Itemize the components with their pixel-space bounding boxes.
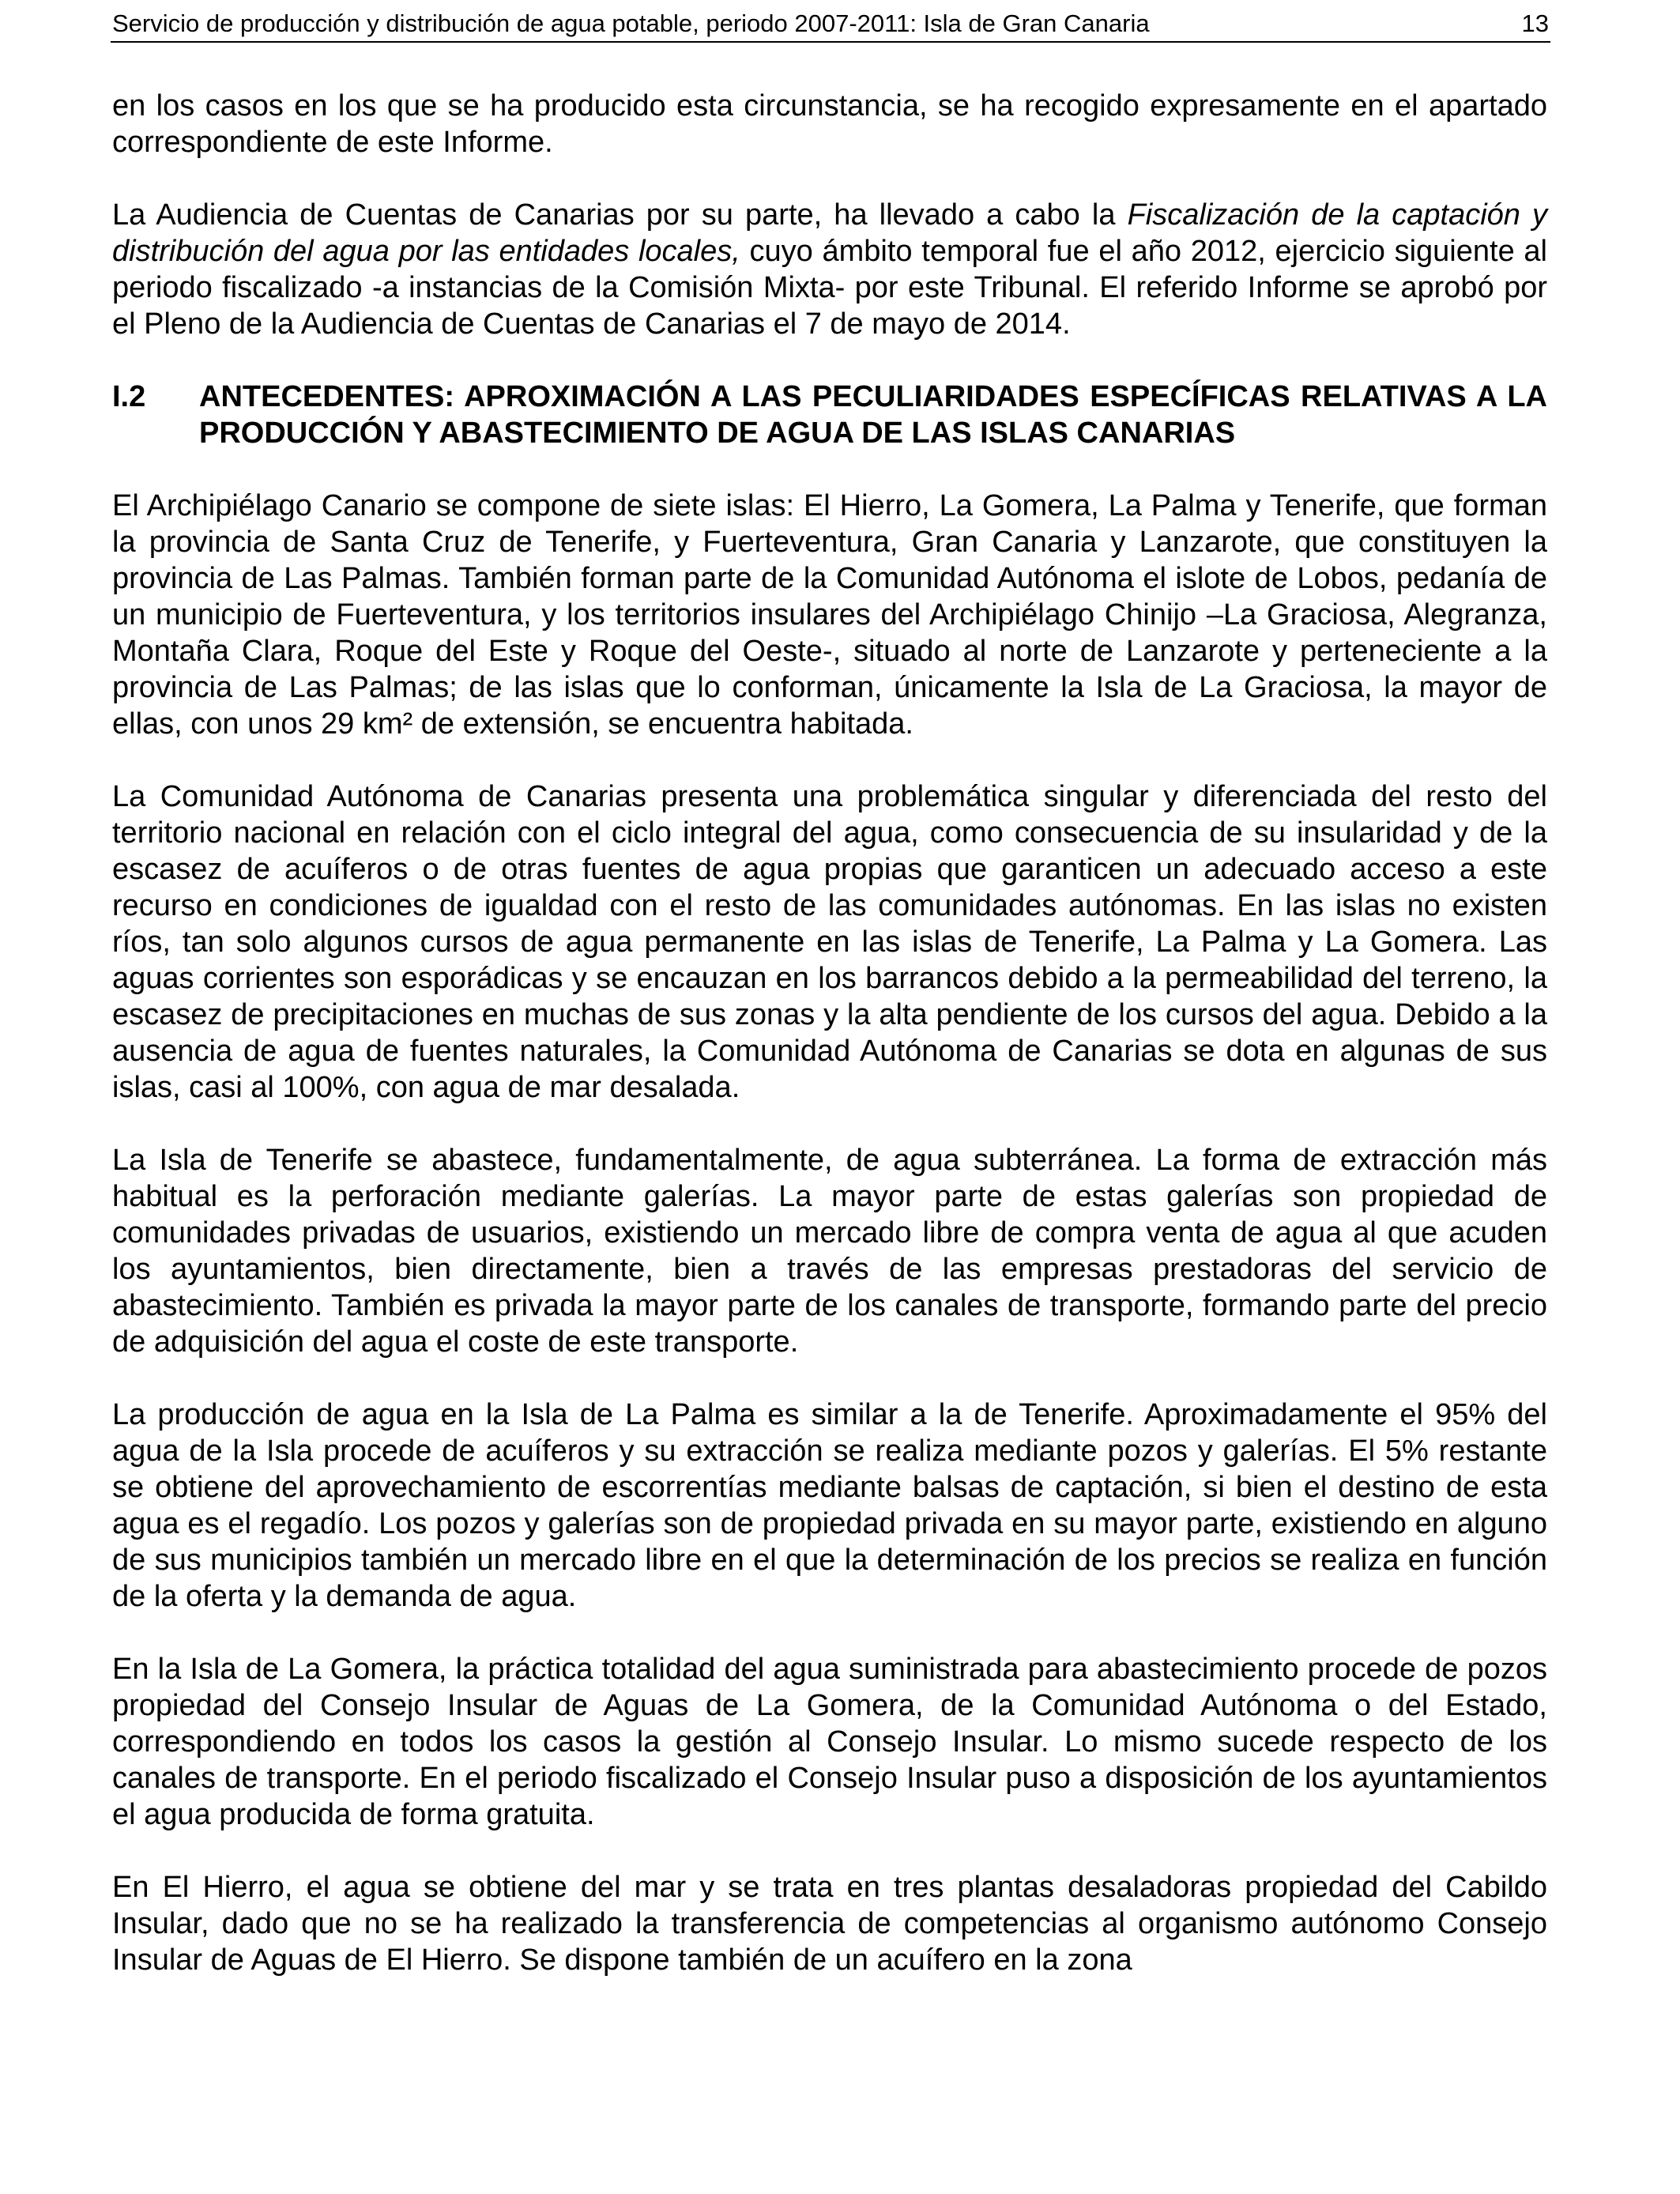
paragraph-tenerife: La Isla de Tenerife se abastece, fundamentalmente, de agua subterránea. La forma de extracción más habitual es la perforación mediante galerías. La mayor parte de estas galerías son propiedad de comunidades privadas de usuarios, existiendo un mercado libre de compra venta de agua al que acuden los ayuntamientos, bien directamente, bien a través de las empresas prestadoras del servicio de abastecimiento. También es privada la mayor parte de los canales de transporte, formando parte del precio de adquisición del agua el coste de este transporte. — [112, 1144, 1547, 1359]
page-number: 13 — [1521, 9, 1549, 37]
paragraph-audiencia-rest: cuyo ámbito temporal fue el año 2012, ejercicio siguiente al periodo fiscalizado -a instancias de la Comisión Mixta- por este Tribunal. El referido Informe se aprobó por el Pleno de la Audiencia de Cuentas de Canarias el 7 de mayo de 2014. — [112, 235, 1547, 341]
header-title: Servicio de producción y distribución de agua potable, periodo 2007-2011: Isla de Gran Canaria — [112, 9, 1150, 37]
section-title: ANTECEDENTES: APROXIMACIÓN A LAS PECULIARIDADES ESPECÍFICAS RELATIVAS A LA PRODUCCIÓN Y ABASTECIMIENTO DE AGUA DE LAS ISLAS CANARIAS — [199, 380, 1547, 450]
running-header — [111, 6, 1550, 43]
paragraph-audiencia-cuentas — [112, 197, 1547, 342]
paragraph-problematica: La Comunidad Autónoma de Canarias presenta una problemática singular y diferenciada del resto del territorio nacional en relación con el ciclo integral del agua, como consecuencia de su insularidad y de la escasez de acuíferos o de otras fuentes de agua propias que garanticen un adecuado acceso a este recurso en condiciones de igualdad con el resto de las comunidades autónomas. En las islas no existen ríos, tan solo algunos cursos de agua permanente en las islas de Tenerife, La Palma y La Gomera. Las aguas corrientes son esporádicas y se encauzan en los barrancos debido a la permeabilidad del terreno, la escasez de precipitaciones en muchas de sus zonas y la alta pendiente de los cursos del agua. Debido a la ausencia de agua de fuentes naturales, la Comunidad Autónoma de Canarias se dota en algunas de sus islas, casi al 100%, con agua de mar desalada. — [112, 780, 1547, 1104]
paragraph-archipielago: El Archipiélago Canario se compone de siete islas: El Hierro, La Gomera, La Palma y Tenerife, que forman la provincia de Santa Cruz de Tenerife, y Fuerteventura, Gran Canaria y Lanzarote, que constituyen la provincia de Las Palmas. También forman parte de la Comunidad Autónoma el islote de Lobos, pedanía de un municipio de Fuerteventura, y los territorios insulares del Archipiélago Chinijo –La Graciosa, Alegranza, Montaña Clara, Roque del Este y Roque del Oeste-, situado al norte de Lanzarote y perteneciente a la provincia de Las Palmas; de las islas que lo conforman, únicamente la Isla de La Graciosa, la mayor de ellas, con unos 29 km² de extensión, se encuentra habitada. — [112, 489, 1547, 741]
body-text — [112, 88, 1547, 1978]
section-number: I.2 — [112, 380, 146, 413]
paragraph-la-palma: La producción de agua en la Isla de La Palma es similar a la de Tenerife. Aproximadamente el 95% del agua de la Isla procede de acuíferos y su extracción se realiza mediante pozos y galerías. El 5% restante se obtiene del aprovechamiento de escorrentías mediante balsas de captación, si bien el destino de esta agua es el regadío. Los pozos y galerías son de propiedad privada en su mayor parte, existiendo en alguno de sus municipios también un mercado libre en el que la determinación de los precios se realiza en función de la oferta y la demanda de agua. — [112, 1398, 1547, 1613]
section-heading — [112, 379, 1547, 451]
paragraph-el-hierro: En El Hierro, el agua se obtiene del mar y se trata en tres plantas desaladoras propiedad del Cabildo Insular, dado que no se ha realizado la transferencia de competencias al organismo autónomo Consejo Insular de Aguas de El Hierro. Se dispone también de un acuífero en la zona — [112, 1871, 1547, 1977]
report-title-italic: Fiscalización de la captación y distribución del agua por las entidades locales, — [112, 198, 1548, 268]
paragraph-continuation: en los casos en los que se ha producido esta circunstancia, se ha recogido expresamente en el apartado correspondiente de este Informe. — [112, 89, 1547, 159]
paragraph-la-gomera: En la Isla de La Gomera, la práctica totalidad del agua suministrada para abastecimiento procede de pozos propiedad del Consejo Insular de Aguas de La Gomera, de la Comunidad Autónoma o del Estado, correspondiendo en todos los casos la gestión al Consejo Insular. Lo mismo sucede respecto de los canales de transporte. En el periodo fiscalizado el Consejo Insular puso a disposición de los ayuntamientos el agua producida de forma gratuita. — [112, 1653, 1547, 1831]
paragraph-audiencia-intro: La Audiencia de Cuentas de Canarias por su parte, ha llevado a cabo la — [112, 198, 1128, 232]
